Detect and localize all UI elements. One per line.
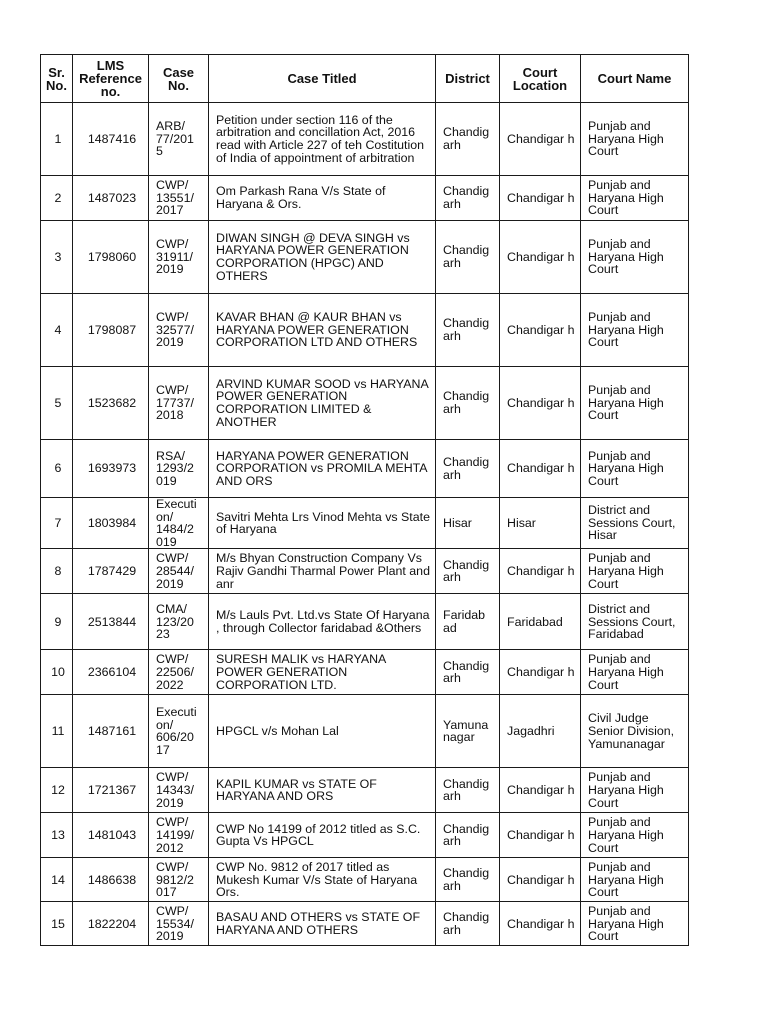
cell-lms-reference: 1487023 [73, 176, 149, 221]
cell-court-name: Punjab and Haryana High Court [581, 650, 689, 695]
cell-court-location: Chandigar h [500, 858, 581, 902]
cell-case-titled: Om Parkash Rana V/s State of Haryana & Ors. [209, 176, 436, 221]
cell-case-titled: M/s Lauls Pvt. Ltd.vs State Of Haryana , through Collector faridabad &Others [209, 594, 436, 650]
cell-district: Chandig arh [436, 440, 500, 498]
cell-lms-reference: 1822204 [73, 902, 149, 946]
cell-court-name: Punjab and Haryana High Court [581, 768, 689, 813]
cell-sr-no: 11 [41, 695, 73, 768]
header-sr-no: Sr. No. [41, 55, 73, 103]
cell-district: Chandig arh [436, 650, 500, 695]
table-row [41, 594, 689, 650]
cell-court-name: Punjab and Haryana High Court [581, 367, 689, 440]
cell-sr-no: 6 [41, 440, 73, 498]
cell-lms-reference: 1693973 [73, 440, 149, 498]
cell-case-no: CWP/ 14343/ 2019 [149, 768, 209, 813]
cell-court-name: District and Sessions Court, Hisar [581, 498, 689, 549]
cell-district: Chandig arh [436, 176, 500, 221]
cell-court-location: Chandigar h [500, 294, 581, 367]
cell-lms-reference: 1798087 [73, 294, 149, 367]
cell-lms-reference: 1803984 [73, 498, 149, 549]
table-row [41, 221, 689, 294]
cell-court-name: Punjab and Haryana High Court [581, 176, 689, 221]
cell-court-name: Punjab and Haryana High Court [581, 294, 689, 367]
cell-court-location: Jagadhri [500, 695, 581, 768]
header-case-no: Case No. [149, 55, 209, 103]
cell-case-no: Executi on/ 606/20 17 [149, 695, 209, 768]
table-row [41, 858, 689, 902]
cell-case-no: CWP/ 31911/ 2019 [149, 221, 209, 294]
cell-case-titled: ARVIND KUMAR SOOD vs HARYANA POWER GENERATION CORPORATION LIMITED & ANOTHER [209, 367, 436, 440]
cell-case-titled: CWP No. 9812 of 2017 titled as Mukesh Kumar V/s State of Haryana Ors. [209, 858, 436, 902]
table-row [41, 103, 689, 176]
cell-case-titled: SURESH MALIK vs HARYANA POWER GENERATION CORPORATION LTD. [209, 650, 436, 695]
cell-case-titled: HPGCL v/s Mohan Lal [209, 695, 436, 768]
cell-sr-no: 8 [41, 549, 73, 594]
cell-case-titled: HARYANA POWER GENERATION CORPORATION vs PROMILA MEHTA AND ORS [209, 440, 436, 498]
table-row [41, 367, 689, 440]
cell-sr-no: 13 [41, 813, 73, 858]
cell-lms-reference: 1787429 [73, 549, 149, 594]
table-row [41, 902, 689, 946]
cell-court-location: Chandigar h [500, 768, 581, 813]
cell-court-name: Punjab and Haryana High Court [581, 103, 689, 176]
header-row [41, 55, 689, 103]
cell-sr-no: 3 [41, 221, 73, 294]
cell-case-no: CWP/ 14199/ 2012 [149, 813, 209, 858]
cell-court-name: District and Sessions Court, Faridabad [581, 594, 689, 650]
cell-sr-no: 7 [41, 498, 73, 549]
cell-district: Hisar [436, 498, 500, 549]
cell-case-no: CWP/ 9812/2 017 [149, 858, 209, 902]
cell-district: Chandig arh [436, 367, 500, 440]
cell-sr-no: 10 [41, 650, 73, 695]
cell-sr-no: 1 [41, 103, 73, 176]
table-row [41, 498, 689, 549]
cell-court-location: Chandigar h [500, 103, 581, 176]
header-court-location: Court Location [500, 55, 581, 103]
cell-district: Faridab ad [436, 594, 500, 650]
cell-court-location: Chandigar h [500, 650, 581, 695]
cell-case-titled: CWP No 14199 of 2012 titled as S.C. Gupta Vs HPGCL [209, 813, 436, 858]
cell-court-location: Chandigar h [500, 176, 581, 221]
cell-sr-no: 12 [41, 768, 73, 813]
cell-district: Chandig arh [436, 813, 500, 858]
cell-case-no: CWP/ 28544/ 2019 [149, 549, 209, 594]
cell-lms-reference: 2513844 [73, 594, 149, 650]
cell-district: Yamuna nagar [436, 695, 500, 768]
cell-court-name: Punjab and Haryana High Court [581, 440, 689, 498]
cell-district: Chandig arh [436, 902, 500, 946]
cell-case-no: CWP/ 17737/ 2018 [149, 367, 209, 440]
cell-sr-no: 4 [41, 294, 73, 367]
cell-case-no: CWP/ 15534/ 2019 [149, 902, 209, 946]
cell-lms-reference: 1721367 [73, 768, 149, 813]
cell-case-no: CWP/ 13551/ 2017 [149, 176, 209, 221]
table-row [41, 695, 689, 768]
cell-lms-reference: 1523682 [73, 367, 149, 440]
cell-sr-no: 2 [41, 176, 73, 221]
cell-lms-reference: 1487161 [73, 695, 149, 768]
cell-case-no: ARB/ 77/201 5 [149, 103, 209, 176]
cell-lms-reference: 1487416 [73, 103, 149, 176]
cell-case-titled: M/s Bhyan Construction Company Vs Rajiv Gandhi Tharmal Power Plant and anr [209, 549, 436, 594]
cell-district: Chandig arh [436, 858, 500, 902]
cell-case-no: CWP/ 22506/ 2022 [149, 650, 209, 695]
cell-court-location: Hisar [500, 498, 581, 549]
cell-lms-reference: 1481043 [73, 813, 149, 858]
cell-case-no: CMA/ 123/20 23 [149, 594, 209, 650]
cell-court-name: Punjab and Haryana High Court [581, 858, 689, 902]
table-row [41, 440, 689, 498]
cell-district: Chandig arh [436, 549, 500, 594]
cell-case-no: RSA/ 1293/2 019 [149, 440, 209, 498]
cell-court-location: Chandigar h [500, 367, 581, 440]
cell-court-name: Punjab and Haryana High Court [581, 549, 689, 594]
table-row [41, 650, 689, 695]
cell-lms-reference: 1798060 [73, 221, 149, 294]
table-row [41, 176, 689, 221]
cell-sr-no: 14 [41, 858, 73, 902]
cell-court-location: Chandigar h [500, 813, 581, 858]
cell-case-titled: DIWAN SINGH @ DEVA SINGH vs HARYANA POWER GENERATION CORPORATION (HPGC) AND OTHERS [209, 221, 436, 294]
cell-court-name: Punjab and Haryana High Court [581, 813, 689, 858]
cell-case-no: Executi on/ 1484/2 019 [149, 498, 209, 549]
cell-court-name: Punjab and Haryana High Court [581, 902, 689, 946]
table-row [41, 768, 689, 813]
cell-lms-reference: 1486638 [73, 858, 149, 902]
cell-district: Chandig arh [436, 768, 500, 813]
cell-court-location: Faridabad [500, 594, 581, 650]
cell-case-titled: BASAU AND OTHERS vs STATE OF HARYANA AND OTHERS [209, 902, 436, 946]
header-court-name: Court Name [581, 55, 689, 103]
cell-case-titled: Petition under section 116 of the arbitration and concillation Act, 2016 read with Article 227 of teh Costitution of India of appointment of arbitration [209, 103, 436, 176]
cell-court-location: Chandigar h [500, 440, 581, 498]
cell-court-name: Civil Judge Senior Division, Yamunanagar [581, 695, 689, 768]
cell-case-no: CWP/ 32577/ 2019 [149, 294, 209, 367]
header-district: District [436, 55, 500, 103]
cell-case-titled: Savitri Mehta Lrs Vinod Mehta vs State of Haryana [209, 498, 436, 549]
table-row [41, 549, 689, 594]
cell-sr-no: 5 [41, 367, 73, 440]
cell-lms-reference: 2366104 [73, 650, 149, 695]
cell-court-location: Chandigar h [500, 902, 581, 946]
cases-table [40, 54, 689, 946]
cell-sr-no: 15 [41, 902, 73, 946]
cell-case-titled: KAVAR BHAN @ KAUR BHAN vs HARYANA POWER GENERATION CORPORATION LTD AND OTHERS [209, 294, 436, 367]
cell-sr-no: 9 [41, 594, 73, 650]
cell-court-location: Chandigar h [500, 549, 581, 594]
cell-court-location: Chandigar h [500, 221, 581, 294]
cell-district: Chandig arh [436, 221, 500, 294]
header-case-titled: Case Titled [209, 55, 436, 103]
cell-case-titled: KAPIL KUMAR vs STATE OF HARYANA AND ORS [209, 768, 436, 813]
header-lms-reference: LMS Reference no. [73, 55, 149, 103]
cell-district: Chandig arh [436, 103, 500, 176]
table-row [41, 813, 689, 858]
cell-district: Chandig arh [436, 294, 500, 367]
table-row [41, 294, 689, 367]
cell-court-name: Punjab and Haryana High Court [581, 221, 689, 294]
